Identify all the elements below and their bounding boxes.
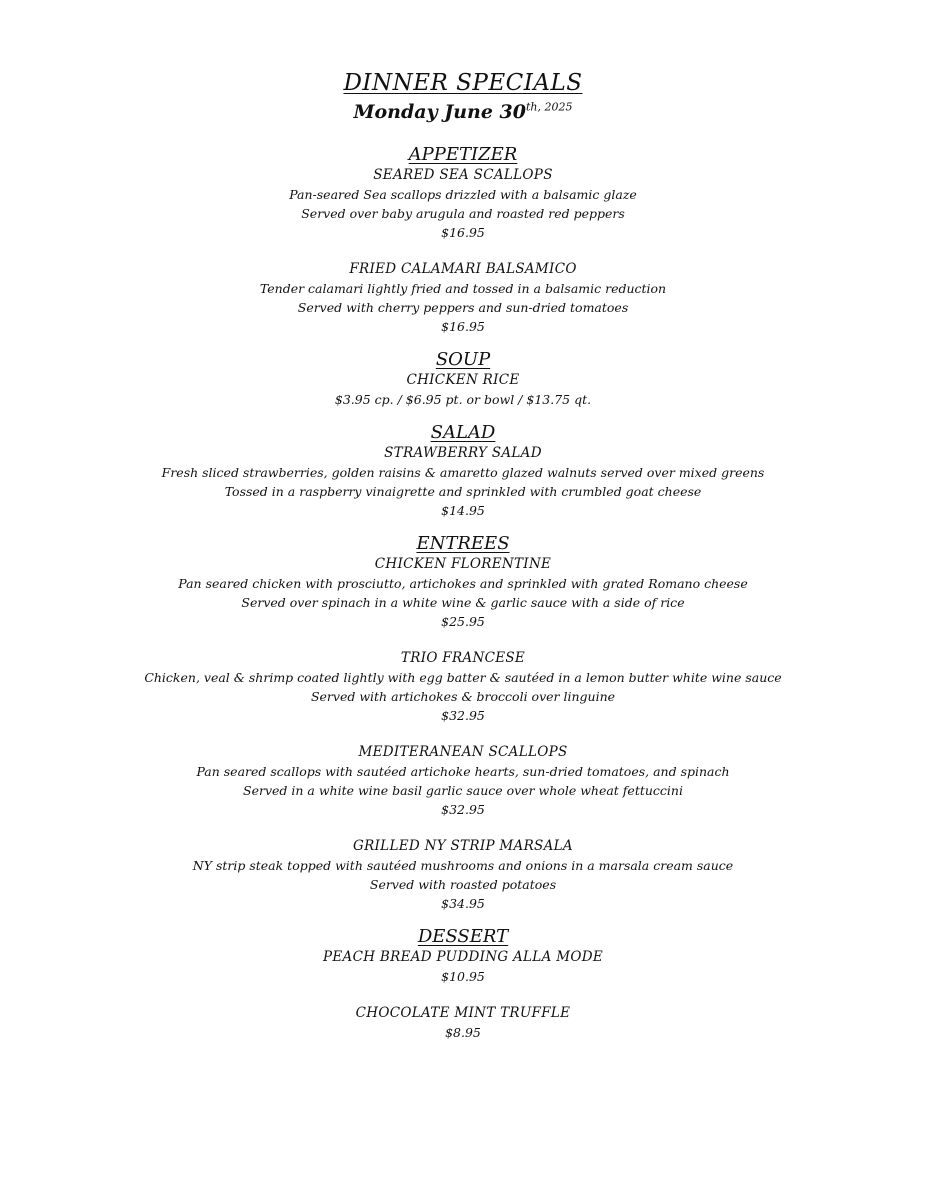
section-heading: APPETIZER bbox=[408, 144, 518, 165]
menu-item bbox=[0, 555, 926, 631]
menu-section-soup bbox=[0, 349, 926, 409]
menu-section-salad bbox=[0, 422, 926, 520]
dish-description: Served with artichokes & broccoli over linguine bbox=[310, 689, 616, 704]
menu-item bbox=[0, 166, 926, 242]
menu-title: DINNER SPECIALS bbox=[343, 70, 583, 96]
dish-name: PEACH BREAD PUDDING ALLA MODE bbox=[323, 949, 603, 965]
dish-price: $25.95 bbox=[441, 614, 485, 629]
dish-description: Served with roasted potatoes bbox=[369, 877, 557, 892]
dish-description: Pan-seared Sea scallops drizzled with a balsamic glaze bbox=[289, 187, 637, 202]
dish-name: FRIED CALAMARI BALSAMICO bbox=[349, 261, 577, 277]
dish-description: Fresh sliced strawberries, golden raisins & amaretto glazed walnuts served over mixed greens bbox=[161, 465, 765, 480]
dish-name: STRAWBERRY SALAD bbox=[384, 445, 542, 461]
menu-sections bbox=[0, 144, 926, 1042]
dish-description: Tender calamari lightly fried and tossed in a balsamic reduction bbox=[259, 281, 667, 296]
menu-page bbox=[0, 68, 926, 1055]
dish-price: $16.95 bbox=[441, 319, 485, 334]
dish-price: $32.95 bbox=[441, 708, 485, 723]
menu-section-entrees bbox=[0, 533, 926, 913]
menu-item bbox=[0, 260, 926, 336]
section-heading: SOUP bbox=[435, 349, 491, 370]
dish-name: SEARED SEA SCALLOPS bbox=[373, 167, 553, 183]
dish-price: $34.95 bbox=[441, 896, 485, 911]
menu-section-dessert bbox=[0, 926, 926, 1042]
dish-price: $10.95 bbox=[441, 969, 485, 984]
menu-section-appetizer bbox=[0, 144, 926, 336]
menu-item bbox=[0, 649, 926, 725]
menu-date bbox=[0, 98, 926, 126]
dish-description: Served over baby arugula and roasted red peppers bbox=[301, 206, 625, 221]
section-heading: SALAD bbox=[430, 422, 496, 443]
dish-description: Served over spinach in a white wine & garlic sauce with a side of rice bbox=[241, 595, 685, 610]
menu-item bbox=[0, 371, 926, 409]
menu-date-suffix: th bbox=[526, 100, 538, 114]
dish-name: CHICKEN RICE bbox=[406, 372, 520, 388]
dish-name: TRIO FRANCESE bbox=[400, 650, 526, 666]
menu-item bbox=[0, 743, 926, 819]
dish-name: GRILLED NY STRIP MARSALA bbox=[353, 838, 573, 854]
dish-price: $8.95 bbox=[445, 1025, 481, 1040]
menu-item bbox=[0, 948, 926, 986]
menu-item bbox=[0, 837, 926, 913]
dish-name: MEDITERANEAN SCALLOPS bbox=[358, 744, 568, 760]
dish-name: CHICKEN FLORENTINE bbox=[374, 556, 552, 572]
dish-description: Served in a white wine basil garlic sauce over whole wheat fettuccini bbox=[243, 783, 683, 798]
dish-price: $32.95 bbox=[441, 802, 485, 817]
section-heading: DESSERT bbox=[417, 926, 509, 947]
dish-price: $14.95 bbox=[441, 503, 485, 518]
dish-description: Tossed in a raspberry vinaigrette and sprinkled with crumbled goat cheese bbox=[224, 484, 702, 499]
dish-description: Served with cherry peppers and sun-dried tomatoes bbox=[297, 300, 629, 315]
menu-date-year: , 2025 bbox=[537, 100, 573, 114]
dish-price: $3.95 cp. / $6.95 pt. or bowl / $13.75 qt. bbox=[334, 392, 592, 407]
section-heading: ENTREES bbox=[416, 533, 510, 554]
menu-date-main: Monday June 30 bbox=[353, 101, 526, 123]
dish-name: CHOCOLATE MINT TRUFFLE bbox=[355, 1005, 571, 1021]
dish-description: NY strip steak topped with sautéed mushrooms and onions in a marsala cream sauce bbox=[192, 858, 734, 873]
dish-description: Pan seared chicken with prosciutto, artichokes and sprinkled with grated Romano cheese bbox=[178, 576, 748, 591]
dish-description: Chicken, veal & shrimp coated lightly with egg batter & sautéed in a lemon butter white wine sauce bbox=[144, 670, 782, 685]
menu-item bbox=[0, 444, 926, 520]
dish-price: $16.95 bbox=[441, 225, 485, 240]
menu-item bbox=[0, 1004, 926, 1042]
dish-description: Pan seared scallops with sautéed artichoke hearts, sun-dried tomatoes, and spinach bbox=[196, 764, 730, 779]
